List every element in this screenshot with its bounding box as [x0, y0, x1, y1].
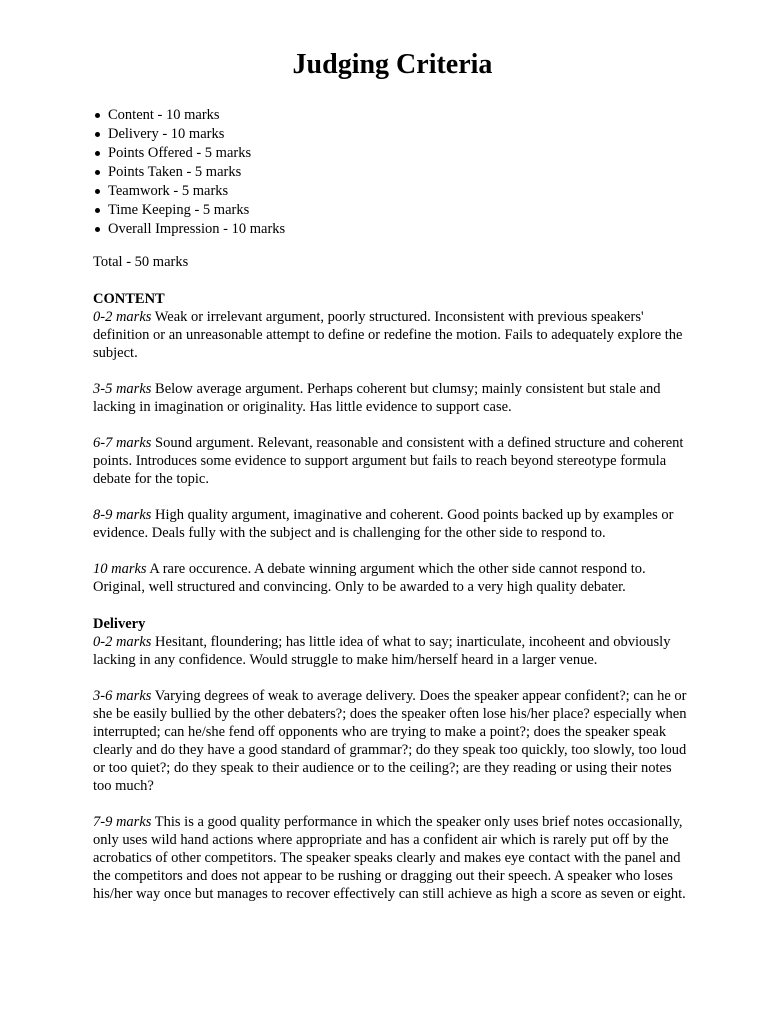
- criteria-item: Teamwork - 5 marks: [108, 182, 692, 201]
- content-band-6-7: [93, 434, 692, 488]
- band-text: Varying degrees of weak to average delivery. Does the speaker appear confident?; can he or she be easily bullied by the other debaters?; does the speaker often lose his/her place? especially when interrupted; can he/she fend off opponents who are trying to make a point?; does the speaker speak clearly and do they have a good standard of grammar?; do they speak too quickly, too slowly, too loud or too quiet?; do they speak to their audience or to the ceiling?; are they reading or using their notes too much?: [93, 688, 687, 794]
- content-band-3-5: [93, 380, 692, 416]
- criteria-item: Points Offered - 5 marks: [108, 144, 692, 163]
- delivery-band-7-9: [93, 813, 692, 903]
- band-text: This is a good quality performance in which the speaker only uses brief notes occasionally, only uses wild hand actions where appropriate and has a confident air which is rarely put off by the acrobatics of other competitors. The speaker speaks clearly and makes eye contact with the panel and the competitors and does not appear to be rushing or dragging out their speech. A speaker who loses his/her way once but manages to recover effectively can still achieve as high a score as seven or eight.: [93, 814, 686, 902]
- band-range: 10 marks: [93, 561, 147, 577]
- delivery-band-0-2: [93, 633, 692, 669]
- delivery-heading: Delivery: [93, 616, 146, 632]
- content-heading: CONTENT: [93, 291, 165, 307]
- band-text: Hesitant, floundering; has little idea of what to say; inarticulate, incoheent and obviously lacking in any confidence. Would struggle to make him/herself heard in a larger venue.: [93, 634, 671, 668]
- band-range: 8-9 marks: [93, 507, 152, 523]
- band-range: 0-2 marks: [93, 634, 152, 650]
- band-text: High quality argument, imaginative and coherent. Good points backed up by examples or evidence. Deals fully with the subject and is challenging for the other side to respond to.: [93, 507, 674, 541]
- band-range: 6-7 marks: [93, 435, 152, 451]
- band-text: Sound argument. Relevant, reasonable and consistent with a defined structure and coherent points. Introduces some evidence to support argument but fails to reach beyond stereotype formula debate for the topic.: [93, 435, 684, 487]
- total-marks: Total - 50 marks: [93, 254, 189, 270]
- criteria-item: Content - 10 marks: [108, 106, 692, 125]
- band-text: A rare occurence. A debate winning argument which the other side cannot respond to. Original, well structured and convincing. Only to be awarded to a very high quality debater.: [93, 561, 646, 595]
- band-text: Weak or irrelevant argument, poorly structured. Inconsistent with previous speakers' definition or an unreasonable attempt to define or redefine the motion. Fails to adequately explore the subject.: [93, 309, 683, 361]
- document-title: Judging Criteria: [292, 49, 493, 80]
- band-range: 0-2 marks: [93, 309, 152, 325]
- criteria-list: [93, 106, 692, 239]
- criteria-item: Points Taken - 5 marks: [108, 163, 692, 182]
- band-text: Below average argument. Perhaps coherent but clumsy; mainly consistent but stale and lacking in imagination or originality. Has little evidence to support case.: [93, 381, 661, 415]
- delivery-band-3-6: [93, 687, 692, 795]
- criteria-item: Delivery - 10 marks: [108, 125, 692, 144]
- band-range: 3-6 marks: [93, 688, 152, 704]
- criteria-item: Overall Impression - 10 marks: [108, 220, 692, 239]
- band-range: 7-9 marks: [93, 814, 152, 830]
- band-range: 3-5 marks: [93, 381, 152, 397]
- criteria-item: Time Keeping - 5 marks: [108, 201, 692, 220]
- content-band-8-9: [93, 506, 692, 542]
- content-band-10: [93, 560, 692, 596]
- content-band-0-2: [93, 308, 692, 362]
